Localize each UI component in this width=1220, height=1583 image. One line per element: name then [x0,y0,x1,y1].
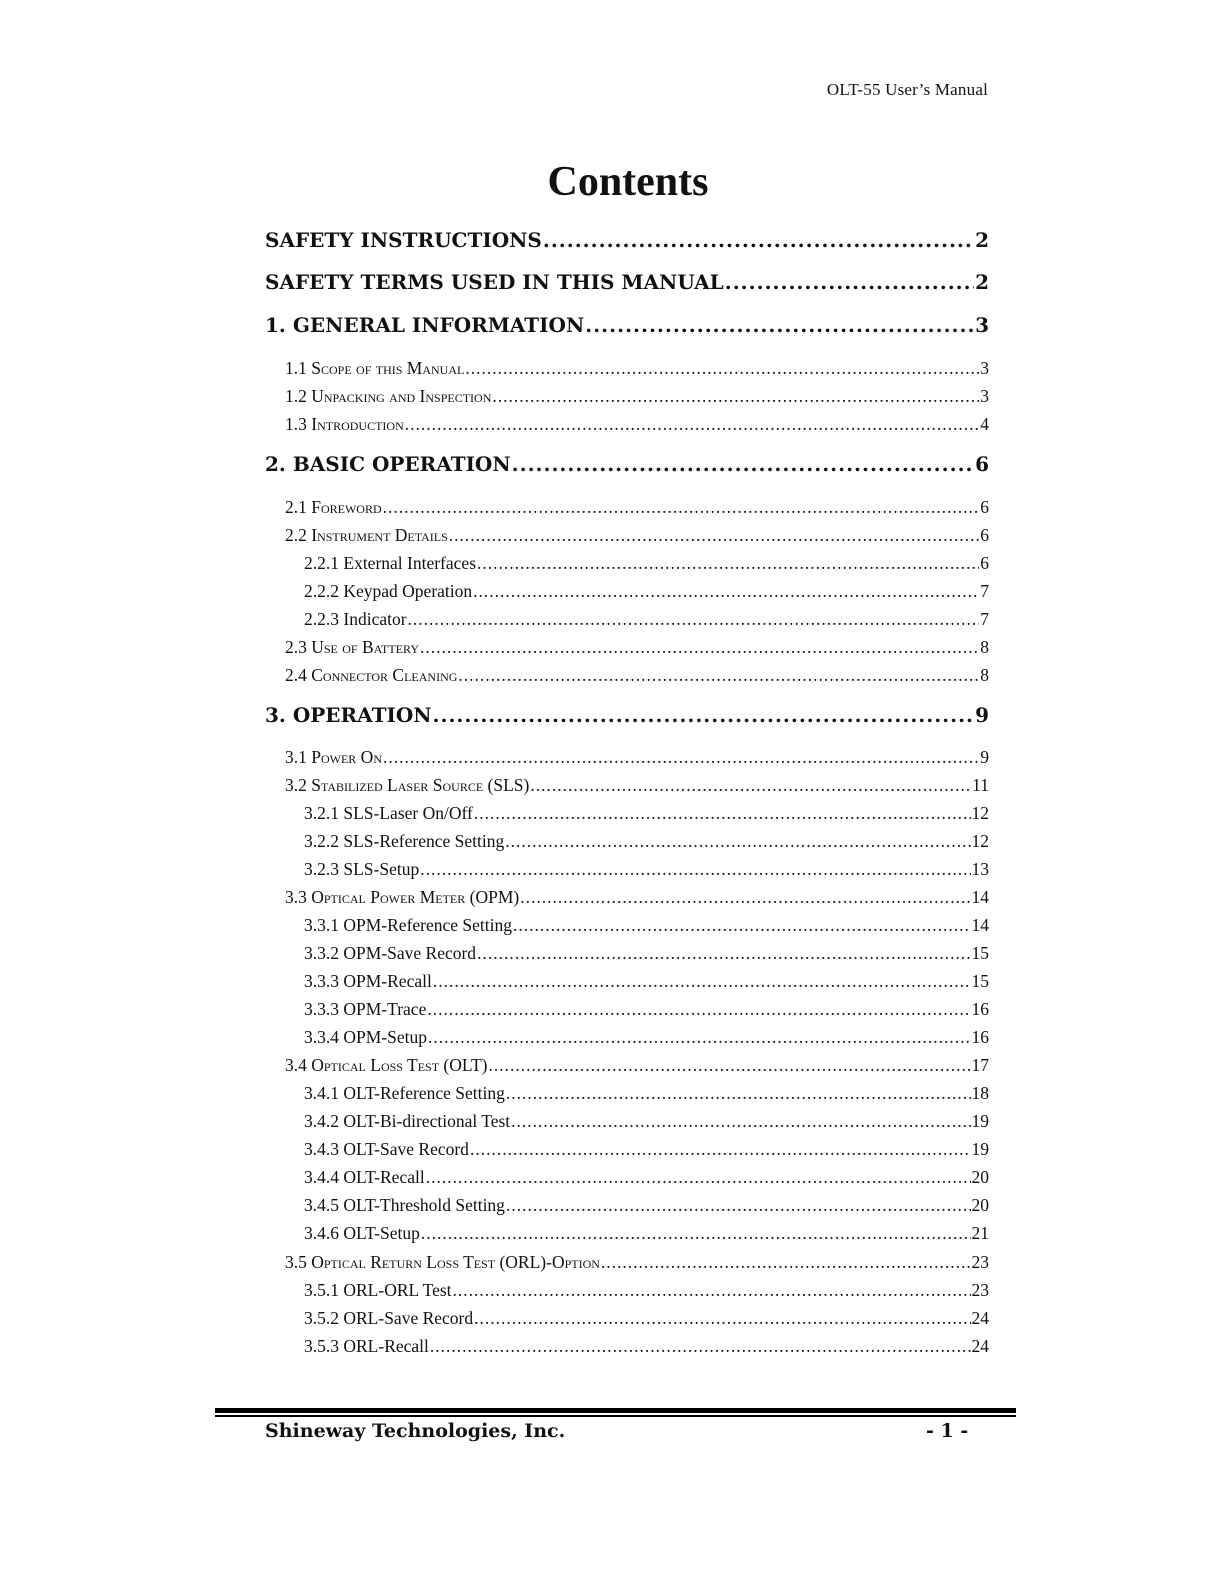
toc-leader-dots [426,1167,971,1188]
toc-leader-dots [543,228,974,252]
toc-entry-title: 2.1 Foreword [285,497,382,517]
toc-entry-page: 11 [972,775,989,795]
toc-entry[interactable] [285,358,989,382]
toc-entry[interactable] [304,1167,989,1191]
toc-entry-page: 19 [971,1111,989,1131]
toc-entry-page: 9 [980,747,989,767]
toc-entry-title: 3.5 Optical Return Loss Test (ORL)-Option [285,1252,600,1272]
toc-entry-page: 7 [980,609,989,629]
toc-entry-title: 3.4 Optical Loss Test (OLT) [285,1055,488,1075]
toc-leader-dots [449,525,979,546]
toc-entry-title: 2.2.1 External Interfaces [304,553,477,573]
toc-leader-dots [427,999,970,1020]
toc-entry-title: 3.4.4 OLT-Recall [304,1167,425,1187]
toc-entry[interactable] [285,665,989,689]
toc-entry-title: 3.1 Power On [285,747,382,767]
toc-entry-title: 2. BASIC OPERATION [265,452,511,476]
footer-company-name: Shineway Technologies, Inc. [265,1420,566,1442]
toc-entry[interactable] [265,270,989,298]
toc-leader-dots [725,270,974,294]
toc-entry-title: 2.2.3 Indicator [304,609,407,629]
toc-leader-dots [601,1252,971,1273]
toc-entry-title: 2.3 Use of Battery [285,637,419,657]
toc-leader-dots [506,1195,971,1216]
toc-entry[interactable] [304,915,989,939]
toc-leader-dots [470,1139,971,1160]
toc-entry[interactable] [304,1195,989,1219]
toc-leader-dots [511,1111,970,1132]
toc-leader-dots [530,775,971,796]
toc-entry-page: 13 [971,859,989,879]
toc-entry[interactable] [285,414,989,438]
toc-entry-title: 1.3 Introduction [285,414,404,434]
toc-entry-page: 18 [971,1083,989,1103]
toc-entry-title: 2.2 Instrument Details [285,525,448,545]
toc-entry-title: 3.4.6 OLT-Setup [304,1223,420,1243]
toc-entry[interactable] [285,775,989,799]
toc-leader-dots [474,1308,970,1329]
footer-rule-thin [215,1415,1016,1417]
toc-entry[interactable] [304,553,989,577]
toc-entry-page: 12 [971,803,989,823]
toc-entry-page: 17 [971,1055,989,1075]
toc-leader-dots [408,609,980,630]
toc-leader-dots [506,1083,971,1104]
toc-entry-title: SAFETY TERMS USED IN THIS MANUAL [265,270,724,294]
toc-leader-dots [477,943,970,964]
toc-leader-dots [513,915,970,936]
toc-entry[interactable] [304,859,989,883]
toc-entry-page: 16 [971,1027,989,1047]
toc-entry-title: 3.4.1 OLT-Reference Setting [304,1083,505,1103]
toc-entry[interactable] [304,831,989,855]
page-title: Contents [547,159,709,205]
toc-entry-title: 3.2.3 SLS-Setup [304,859,420,879]
toc-entry[interactable] [304,943,989,967]
toc-entry[interactable] [265,703,989,731]
toc-entry-page: 2 [975,270,989,294]
toc-entry-page: 2 [975,228,989,252]
toc-entry-page: 6 [980,525,989,545]
footer-rule [215,1408,1016,1413]
toc-leader-dots [430,1336,971,1357]
toc-entry-page: 20 [971,1195,989,1215]
toc-entry-page: 16 [971,999,989,1019]
toc-entry-title: 3.4.2 OLT-Bi-directional Test [304,1111,511,1131]
toc-entry-page: 3 [980,386,989,406]
toc-entry-page: 24 [971,1336,989,1356]
toc-entry[interactable] [285,525,989,549]
toc-entry[interactable] [304,1083,989,1107]
toc-entry-title: 3.4.5 OLT-Threshold Setting [304,1195,505,1215]
toc-entry[interactable] [304,1139,989,1163]
toc-entry[interactable] [285,497,989,521]
toc-entry-title: 3.5.2 ORL-Save Record [304,1308,474,1328]
toc-entry-page: 7 [980,581,989,601]
toc-entry[interactable] [304,1111,989,1135]
toc-entry-page: 19 [971,1139,989,1159]
toc-entry[interactable] [304,971,989,995]
toc-entry-title: 3.4.3 OLT-Save Record [304,1139,469,1159]
running-header: OLT-55 User’s Manual [826,80,988,99]
toc-leader-dots [433,971,971,992]
toc-leader-dots [489,1055,971,1076]
toc-entry-title: 2.2.2 Keypad Operation [304,581,473,601]
toc-entry[interactable] [304,1223,989,1247]
toc-entry[interactable] [304,1336,989,1360]
toc-leader-dots [505,831,970,852]
toc-entry-page: 3 [980,358,989,378]
toc-leader-dots [420,859,970,880]
toc-leader-dots [383,747,979,768]
toc-entry-page: 6 [980,553,989,573]
toc-entry[interactable] [265,228,989,256]
toc-leader-dots [473,581,979,602]
toc-leader-dots [420,637,979,658]
toc-entry[interactable] [265,313,989,341]
toc-entry-title: 3.3.2 OPM-Save Record [304,943,477,963]
toc-entry-title: 3.3 Optical Power Meter (OPM) [285,887,520,907]
toc-entry-page: 14 [971,915,989,935]
toc-entry-title: SAFETY INSTRUCTIONS [265,228,542,252]
toc-entry-title: 1. GENERAL INFORMATION [265,313,585,337]
toc-entry[interactable] [304,1280,989,1304]
toc-leader-dots [465,358,979,379]
toc-entry-page: 24 [971,1308,989,1328]
toc-entry[interactable] [265,452,989,480]
toc-leader-dots [492,386,979,407]
toc-entry-title: 3.3.1 OPM-Reference Setting [304,915,513,935]
toc-leader-dots [585,313,974,337]
toc-entry[interactable] [285,386,989,410]
toc-entry-page: 15 [971,971,989,991]
toc-entry-page: 15 [971,943,989,963]
toc-entry-page: 4 [980,414,989,434]
toc-leader-dots [477,553,979,574]
toc-entry-title: 1.2 Unpacking and Inspection [285,386,492,406]
toc-entry-title: 2.4 Connector Cleaning [285,665,458,685]
toc-entry-title: 3.3.3 OPM-Recall [304,971,432,991]
toc-entry-page: 8 [980,637,989,657]
toc-leader-dots [458,665,979,686]
toc-entry-page: 23 [971,1280,989,1300]
toc-entry-page: 23 [971,1252,989,1272]
toc-leader-dots [383,497,980,518]
toc-entry[interactable] [304,581,989,605]
toc-entry-title: 3.5.1 ORL-ORL Test [304,1280,452,1300]
toc-entry-page: 21 [971,1223,989,1243]
toc-leader-dots [453,1280,971,1301]
toc-entry-title: 3. OPERATION [265,703,432,727]
toc-entry-title: 3.3.4 OPM-Setup [304,1027,427,1047]
toc-entry-page: 20 [971,1167,989,1187]
footer-page-number: - 1 - [926,1420,969,1442]
toc-entry-title: 3.2.2 SLS-Reference Setting [304,831,505,851]
toc-leader-dots [520,887,970,908]
toc-entry[interactable] [304,1027,989,1051]
toc-entry-page: 3 [975,313,989,337]
toc-leader-dots [421,1223,971,1244]
toc-entry-page: 9 [975,703,989,727]
toc-entry-title: 3.2 Stabilized Laser Source (SLS) [285,775,530,795]
toc-entry-title: 3.3.3 OPM-Trace [304,999,427,1019]
toc-entry-title: 3.2.1 SLS-Laser On/Off [304,803,473,823]
toc-entry[interactable] [285,887,989,911]
toc-entry[interactable] [304,1308,989,1332]
toc-entry-title: 3.5.3 ORL-Recall [304,1336,429,1356]
toc-entry-title: 1.1 Scope of this Manual [285,358,465,378]
toc-entry[interactable] [304,803,989,827]
toc-leader-dots [433,703,975,727]
toc-entry-page: 6 [975,452,989,476]
toc-entry-page: 14 [971,887,989,907]
toc-leader-dots [474,803,971,824]
toc-leader-dots [512,452,974,476]
toc-entry[interactable] [304,999,989,1023]
toc-leader-dots [428,1027,971,1048]
toc-entry[interactable] [285,747,989,771]
toc-entry[interactable] [285,1252,989,1276]
toc-entry-page: 8 [980,665,989,685]
toc-leader-dots [405,414,980,435]
toc-entry-page: 6 [980,497,989,517]
toc-entry[interactable] [285,637,989,661]
toc-entry[interactable] [304,609,989,633]
toc-entry[interactable] [285,1055,989,1079]
toc-entry-page: 12 [971,831,989,851]
